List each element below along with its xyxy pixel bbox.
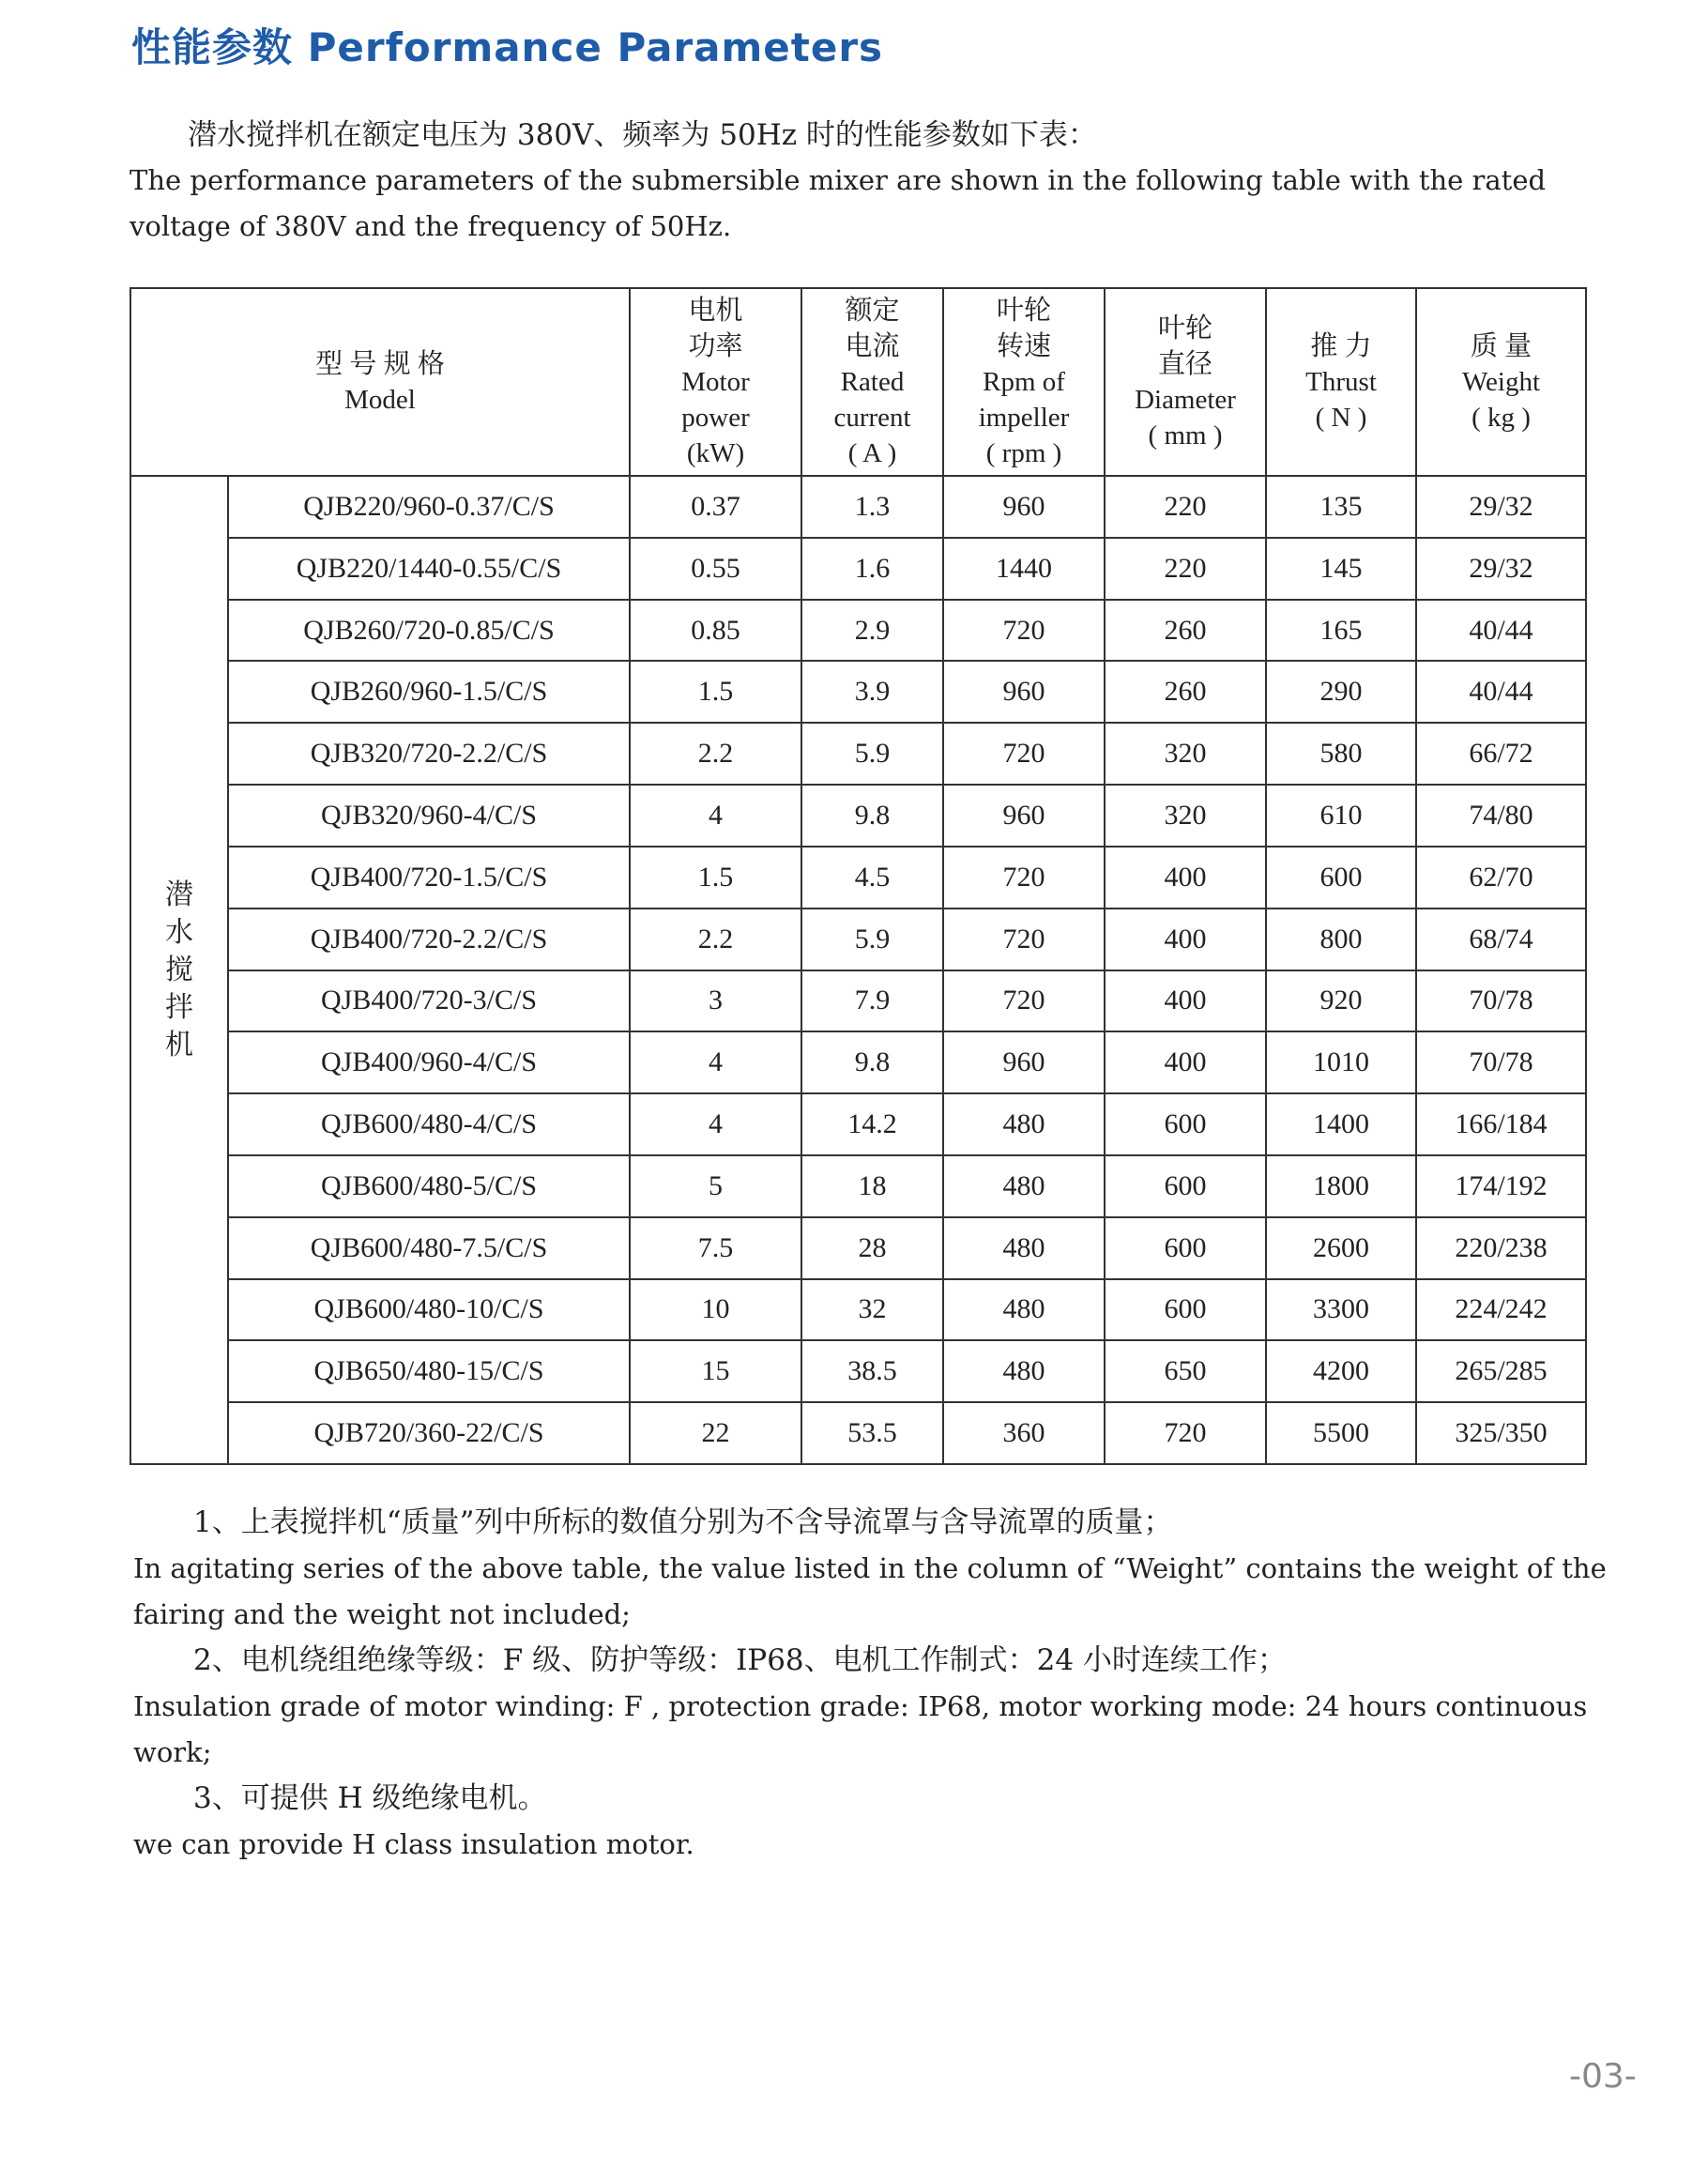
cell-thrust: 800 <box>1266 909 1416 970</box>
cell-model: QJB400/960-4/C/S <box>228 1031 630 1093</box>
group-label-char: 潜 <box>165 878 193 911</box>
header-power <box>630 288 801 476</box>
cell-weight: 224/242 <box>1416 1279 1586 1341</box>
cell-model: QJB260/720-0.85/C/S <box>228 600 630 662</box>
cell-power: 4 <box>630 1093 801 1155</box>
header-line: Diameter <box>1135 385 1236 415</box>
table-row <box>130 538 1586 600</box>
table-row <box>130 600 1586 662</box>
cell-model: QJB220/960-0.37/C/S <box>228 476 630 538</box>
cell-current: 9.8 <box>801 785 943 847</box>
cell-power: 4 <box>630 785 801 847</box>
notes-section <box>133 1500 1607 1868</box>
table-row <box>130 1031 1586 1093</box>
cell-model: QJB320/960-4/C/S <box>228 785 630 847</box>
cell-current: 14.2 <box>801 1093 943 1155</box>
table-row <box>130 1217 1586 1279</box>
intro-chinese: 潜水搅拌机在额定电压为 380V、频率为 50Hz 时的性能参数如下表： <box>188 118 1097 152</box>
cell-thrust: 1010 <box>1266 1031 1416 1093</box>
table-row <box>130 970 1586 1032</box>
cell-diameter: 400 <box>1105 970 1266 1032</box>
cell-thrust: 580 <box>1266 723 1416 785</box>
cell-rpm: 480 <box>943 1279 1105 1341</box>
cell-model: QJB600/480-7.5/C/S <box>228 1217 630 1279</box>
performance-table <box>130 287 1587 1465</box>
table-row <box>130 847 1586 909</box>
cell-rpm: 1440 <box>943 538 1105 600</box>
cell-model: QJB600/480-10/C/S <box>228 1279 630 1341</box>
cell-diameter: 400 <box>1105 847 1266 909</box>
table-row <box>130 1093 1586 1155</box>
cell-power: 1.5 <box>630 847 801 909</box>
table-row <box>130 1279 1586 1341</box>
cell-diameter: 320 <box>1105 723 1266 785</box>
header-thrust <box>1266 288 1416 476</box>
page-title: 性能参数 Performance Parameters <box>131 24 884 70</box>
header-line: 质 量 <box>1470 331 1533 361</box>
cell-weight: 68/74 <box>1416 909 1586 970</box>
cell-current: 2.9 <box>801 600 943 662</box>
cell-model: QJB400/720-3/C/S <box>228 970 630 1032</box>
table-row <box>130 476 1586 538</box>
table-row <box>130 909 1586 970</box>
cell-rpm: 960 <box>943 661 1105 723</box>
cell-diameter: 600 <box>1105 1279 1266 1341</box>
cell-thrust: 610 <box>1266 785 1416 847</box>
header-current <box>801 288 943 476</box>
header-line: 转速 <box>997 331 1052 361</box>
header-line: impeller <box>978 403 1070 433</box>
header-line: Rated <box>840 367 905 397</box>
cell-rpm: 480 <box>943 1155 1105 1217</box>
group-label-char: 搅 <box>165 953 193 986</box>
cell-model: QJB400/720-2.2/C/S <box>228 909 630 970</box>
cell-thrust: 3300 <box>1266 1279 1416 1341</box>
header-line: 叶轮 <box>1158 313 1213 344</box>
cell-power: 0.37 <box>630 476 801 538</box>
header-line: 功率 <box>688 331 743 361</box>
header-model-en: Model <box>344 385 416 415</box>
cell-weight: 174/192 <box>1416 1155 1586 1217</box>
cell-weight: 62/70 <box>1416 847 1586 909</box>
table-row <box>130 1402 1586 1464</box>
cell-power: 10 <box>630 1279 801 1341</box>
cell-thrust: 1400 <box>1266 1093 1416 1155</box>
group-label-char: 拌 <box>165 990 193 1024</box>
table-row <box>130 723 1586 785</box>
header-line: ( kg ) <box>1472 403 1531 433</box>
cell-weight: 29/32 <box>1416 476 1586 538</box>
cell-power: 0.85 <box>630 600 801 662</box>
cell-diameter: 260 <box>1105 600 1266 662</box>
cell-rpm: 960 <box>943 476 1105 538</box>
cell-power: 0.55 <box>630 538 801 600</box>
table-row <box>130 785 1586 847</box>
cell-weight: 220/238 <box>1416 1217 1586 1279</box>
table-row <box>130 661 1586 723</box>
cell-weight: 265/285 <box>1416 1340 1586 1402</box>
header-line: 电机 <box>688 296 743 326</box>
cell-power: 4 <box>630 1031 801 1093</box>
cell-rpm: 720 <box>943 970 1105 1032</box>
intro-english: The performance parameters of the submersible mixer are shown in the following table with the rated voltage of 380V and the frequency of 50Hz. <box>130 164 1547 242</box>
table-row <box>130 1155 1586 1217</box>
cell-weight: 66/72 <box>1416 723 1586 785</box>
cell-diameter: 220 <box>1105 476 1266 538</box>
note-2-english: Insulation grade of motor winding: F , protection grade: IP68, motor working mode: 24 hours continuous work; <box>133 1690 1588 1768</box>
cell-thrust: 290 <box>1266 661 1416 723</box>
cell-diameter: 600 <box>1105 1093 1266 1155</box>
header-line: 叶轮 <box>997 296 1052 326</box>
note-3-english: we can provide H class insulation motor. <box>133 1828 694 1860</box>
cell-current: 4.5 <box>801 847 943 909</box>
cell-thrust: 145 <box>1266 538 1416 600</box>
header-line: Weight <box>1461 367 1541 397</box>
cell-power: 5 <box>630 1155 801 1217</box>
cell-rpm: 960 <box>943 785 1105 847</box>
group-label-char: 水 <box>165 915 193 949</box>
cell-rpm: 480 <box>943 1093 1105 1155</box>
cell-weight: 325/350 <box>1416 1402 1586 1464</box>
header-rpm <box>943 288 1105 476</box>
cell-power: 22 <box>630 1402 801 1464</box>
cell-rpm: 480 <box>943 1340 1105 1402</box>
cell-weight: 166/184 <box>1416 1093 1586 1155</box>
cell-current: 18 <box>801 1155 943 1217</box>
cell-current: 32 <box>801 1279 943 1341</box>
header-line: ( N ) <box>1315 403 1367 433</box>
cell-rpm: 480 <box>943 1217 1105 1279</box>
header-line: ( rpm ) <box>985 438 1062 468</box>
cell-thrust: 4200 <box>1266 1340 1416 1402</box>
cell-power: 2.2 <box>630 723 801 785</box>
cell-power: 15 <box>630 1340 801 1402</box>
cell-weight: 74/80 <box>1416 785 1586 847</box>
cell-rpm: 720 <box>943 847 1105 909</box>
cell-current: 5.9 <box>801 723 943 785</box>
cell-current: 5.9 <box>801 909 943 970</box>
cell-current: 9.8 <box>801 1031 943 1093</box>
cell-power: 2.2 <box>630 909 801 970</box>
cell-model: QJB600/480-5/C/S <box>228 1155 630 1217</box>
header-line: power <box>681 403 750 433</box>
cell-weight: 29/32 <box>1416 538 1586 600</box>
header-line: Rpm of <box>983 367 1065 397</box>
cell-thrust: 165 <box>1266 600 1416 662</box>
cell-diameter: 600 <box>1105 1155 1266 1217</box>
cell-model: QJB260/960-1.5/C/S <box>228 661 630 723</box>
header-diameter <box>1105 288 1266 476</box>
cell-weight: 40/44 <box>1416 661 1586 723</box>
cell-current: 7.9 <box>801 970 943 1032</box>
table-row <box>130 1340 1586 1402</box>
cell-power: 7.5 <box>630 1217 801 1279</box>
cell-current: 3.9 <box>801 661 943 723</box>
header-line: current <box>833 403 911 433</box>
header-line: Thrust <box>1305 367 1377 397</box>
cell-current: 38.5 <box>801 1340 943 1402</box>
note-2-chinese: 2、电机绕组绝缘等级：F 级、防护等级：IP68、电机工作制式：24 小时连续工作； <box>193 1643 1287 1677</box>
cell-current: 1.3 <box>801 476 943 538</box>
cell-diameter: 720 <box>1105 1402 1266 1464</box>
cell-thrust: 135 <box>1266 476 1416 538</box>
header-line: 推 力 <box>1310 331 1372 361</box>
note-1-english: In agitating series of the above table, the value listed in the column of “Weight” contains the weight of the fairing and the weight not included; <box>133 1552 1607 1630</box>
cell-diameter: 260 <box>1105 661 1266 723</box>
page-number: -03- <box>1569 2057 1637 2096</box>
header-line: ( mm ) <box>1148 420 1223 451</box>
cell-diameter: 220 <box>1105 538 1266 600</box>
cell-model: QJB650/480-15/C/S <box>228 1340 630 1402</box>
cell-power: 1.5 <box>630 661 801 723</box>
header-line: ( A ) <box>847 438 897 468</box>
note-3-chinese: 3、可提供 H 级绝缘电机。 <box>193 1781 547 1815</box>
cell-thrust: 600 <box>1266 847 1416 909</box>
cell-model: QJB320/720-2.2/C/S <box>228 723 630 785</box>
header-line: 额定 <box>845 296 900 326</box>
cell-rpm: 360 <box>943 1402 1105 1464</box>
header-line: 直径 <box>1158 349 1213 379</box>
cell-thrust: 5500 <box>1266 1402 1416 1464</box>
header-line: (kW) <box>686 438 745 468</box>
group-label-cell <box>130 476 228 1464</box>
cell-thrust: 920 <box>1266 970 1416 1032</box>
group-label-char: 机 <box>165 1028 193 1061</box>
cell-weight: 40/44 <box>1416 600 1586 662</box>
cell-diameter: 600 <box>1105 1217 1266 1279</box>
cell-weight: 70/78 <box>1416 970 1586 1032</box>
cell-rpm: 720 <box>943 723 1105 785</box>
cell-thrust: 2600 <box>1266 1217 1416 1279</box>
cell-model: QJB720/360-22/C/S <box>228 1402 630 1464</box>
cell-power: 3 <box>630 970 801 1032</box>
cell-model: QJB600/480-4/C/S <box>228 1093 630 1155</box>
header-line: 电流 <box>845 331 900 361</box>
header-weight <box>1416 288 1586 476</box>
table-header-row <box>130 288 1586 476</box>
cell-diameter: 400 <box>1105 909 1266 970</box>
cell-diameter: 650 <box>1105 1340 1266 1402</box>
cell-current: 28 <box>801 1217 943 1279</box>
note-1-chinese: 1、上表搅拌机“质量”列中所标的数值分别为不含导流罩与含导流罩的质量； <box>193 1505 1173 1539</box>
header-line: Motor <box>681 367 750 397</box>
cell-model: QJB400/720-1.5/C/S <box>228 847 630 909</box>
cell-rpm: 720 <box>943 600 1105 662</box>
header-model <box>130 288 630 476</box>
cell-current: 1.6 <box>801 538 943 600</box>
cell-rpm: 960 <box>943 1031 1105 1093</box>
cell-thrust: 1800 <box>1266 1155 1416 1217</box>
cell-diameter: 320 <box>1105 785 1266 847</box>
cell-weight: 70/78 <box>1416 1031 1586 1093</box>
cell-rpm: 720 <box>943 909 1105 970</box>
cell-model: QJB220/1440-0.55/C/S <box>228 538 630 600</box>
cell-diameter: 400 <box>1105 1031 1266 1093</box>
cell-current: 53.5 <box>801 1402 943 1464</box>
header-model-zh: 型 号 规 格 <box>315 349 445 379</box>
